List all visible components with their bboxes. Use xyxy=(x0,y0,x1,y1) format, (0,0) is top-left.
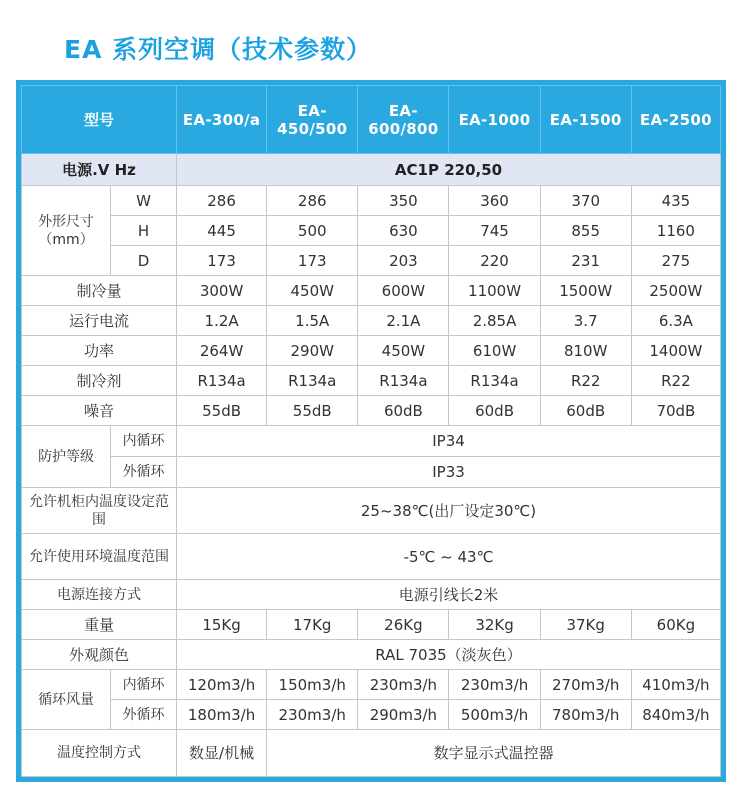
protection-row xyxy=(22,426,721,457)
table-cell: 410m3/h xyxy=(631,670,720,700)
refrigerant-row xyxy=(22,366,721,396)
table-cell: 500 xyxy=(267,216,358,246)
table-cell: 231 xyxy=(540,246,631,276)
table-cell: 855 xyxy=(540,216,631,246)
noise-row xyxy=(22,396,721,426)
table-cell: 445 xyxy=(177,216,267,246)
row-label: 重量 xyxy=(22,610,177,640)
table-cell: 2.85A xyxy=(449,306,540,336)
table-cell: 26Kg xyxy=(358,610,449,640)
airflow-row xyxy=(22,700,721,730)
table-cell: 37Kg xyxy=(540,610,631,640)
row-label: 功率 xyxy=(22,336,177,366)
table-cell: 1100W xyxy=(449,276,540,306)
row-label: 外观颜色 xyxy=(22,640,177,670)
dimension-row xyxy=(22,216,721,246)
table-cell: 810W xyxy=(540,336,631,366)
table-cell: 70dB xyxy=(631,396,720,426)
model-header: EA-1000 xyxy=(449,86,540,154)
table-cell: 25~38℃(出厂设定30℃) xyxy=(177,488,721,534)
table-cell: 1.2A xyxy=(177,306,267,336)
table-cell: 270m3/h xyxy=(540,670,631,700)
table-cell: 500m3/h xyxy=(449,700,540,730)
table-cell: 350 xyxy=(358,186,449,216)
table-cell: IP34 xyxy=(177,426,721,457)
table-cell: IP33 xyxy=(177,457,721,488)
table-cell: R134a xyxy=(449,366,540,396)
table-cell: 230m3/h xyxy=(267,700,358,730)
page-title: EA 系列空调（技术参数） xyxy=(64,35,373,64)
table-cell: 370 xyxy=(540,186,631,216)
table-cell: 3.7 xyxy=(540,306,631,336)
sub-label: 内循环 xyxy=(111,670,177,700)
table-cell: 275 xyxy=(631,246,720,276)
table-cell: 电源引线长2米 xyxy=(177,580,721,610)
table-cell: R134a xyxy=(177,366,267,396)
table-cell: 630 xyxy=(358,216,449,246)
cabinet-temp-row xyxy=(22,488,721,534)
table-cell: 120m3/h xyxy=(177,670,267,700)
spec-table-frame xyxy=(16,80,726,782)
row-label: 运行电流 xyxy=(22,306,177,336)
table-cell: 2.1A xyxy=(358,306,449,336)
table-cell: 450W xyxy=(358,336,449,366)
dimension-row xyxy=(22,246,721,276)
table-cell: 1400W xyxy=(631,336,720,366)
table-cell: 264W xyxy=(177,336,267,366)
table-cell: 60dB xyxy=(540,396,631,426)
table-cell: 1.5A xyxy=(267,306,358,336)
model-header: EA-1500 xyxy=(540,86,631,154)
dimension-axis: W xyxy=(111,186,177,216)
airflow-row xyxy=(22,670,721,700)
table-cell: 600W xyxy=(358,276,449,306)
table-cell: -5℃ ~ 43℃ xyxy=(177,534,721,580)
sub-label: 外循环 xyxy=(111,457,177,488)
spec-table xyxy=(21,85,721,777)
table-cell: 290m3/h xyxy=(358,700,449,730)
model-header: EA- 600/800 xyxy=(358,86,449,154)
table-cell: 60dB xyxy=(358,396,449,426)
dimensions-label: 外形尺寸 （mm） xyxy=(22,186,111,276)
model-header: EA-2500 xyxy=(631,86,720,154)
table-cell: 780m3/h xyxy=(540,700,631,730)
table-cell: 220 xyxy=(449,246,540,276)
power-consumption-row xyxy=(22,336,721,366)
power-row xyxy=(22,154,721,186)
cooling-capacity-row xyxy=(22,276,721,306)
power-value: AC1P 220,50 xyxy=(177,154,721,186)
row-label: 噪音 xyxy=(22,396,177,426)
table-cell: R22 xyxy=(540,366,631,396)
sub-label: 内循环 xyxy=(111,426,177,457)
table-cell: 数字显示式温控器 xyxy=(267,730,721,777)
power-label: 电源.V Hz xyxy=(22,154,177,186)
table-cell: R134a xyxy=(267,366,358,396)
table-cell: 300W xyxy=(177,276,267,306)
table-cell: 180m3/h xyxy=(177,700,267,730)
table-cell: 360 xyxy=(449,186,540,216)
table-cell: 290W xyxy=(267,336,358,366)
table-cell: 60dB xyxy=(449,396,540,426)
table-cell: 173 xyxy=(267,246,358,276)
env-temp-row xyxy=(22,534,721,580)
sub-label: 外循环 xyxy=(111,700,177,730)
table-cell: R22 xyxy=(631,366,720,396)
table-cell: 745 xyxy=(449,216,540,246)
table-cell: 55dB xyxy=(267,396,358,426)
model-header: EA-300/a xyxy=(177,86,267,154)
table-cell: 数显/机械 xyxy=(177,730,267,777)
table-cell: 1160 xyxy=(631,216,720,246)
dimension-row xyxy=(22,186,721,216)
table-cell: 60Kg xyxy=(631,610,720,640)
header-row xyxy=(22,86,721,154)
weight-row xyxy=(22,610,721,640)
row-label: 电源连接方式 xyxy=(22,580,177,610)
table-cell: 15Kg xyxy=(177,610,267,640)
table-cell: 2500W xyxy=(631,276,720,306)
power-connection-row xyxy=(22,580,721,610)
protection-row xyxy=(22,457,721,488)
table-cell: 435 xyxy=(631,186,720,216)
table-cell: 230m3/h xyxy=(358,670,449,700)
table-cell: 840m3/h xyxy=(631,700,720,730)
table-cell: RAL 7035（淡灰色） xyxy=(177,640,721,670)
dimension-axis: H xyxy=(111,216,177,246)
table-cell: 450W xyxy=(267,276,358,306)
row-label: 允许使用环境温度范围 xyxy=(22,534,177,580)
airflow-label: 循环风量 xyxy=(22,670,111,730)
table-cell: 150m3/h xyxy=(267,670,358,700)
model-header-label: 型号 xyxy=(22,86,177,154)
table-cell: 286 xyxy=(177,186,267,216)
table-cell: 610W xyxy=(449,336,540,366)
table-cell: 1500W xyxy=(540,276,631,306)
row-label: 温度控制方式 xyxy=(22,730,177,777)
table-cell: 17Kg xyxy=(267,610,358,640)
protection-label: 防护等级 xyxy=(22,426,111,488)
row-label: 制冷剂 xyxy=(22,366,177,396)
table-cell: 6.3A xyxy=(631,306,720,336)
model-header: EA- 450/500 xyxy=(267,86,358,154)
row-label: 允许机柜内温度设定范围 xyxy=(22,488,177,534)
current-row xyxy=(22,306,721,336)
color-row xyxy=(22,640,721,670)
table-cell: 55dB xyxy=(177,396,267,426)
dimension-axis: D xyxy=(111,246,177,276)
temp-control-row xyxy=(22,730,721,777)
row-label: 制冷量 xyxy=(22,276,177,306)
table-cell: 203 xyxy=(358,246,449,276)
table-cell: 173 xyxy=(177,246,267,276)
table-cell: 32Kg xyxy=(449,610,540,640)
table-cell: 230m3/h xyxy=(449,670,540,700)
table-cell: R134a xyxy=(358,366,449,396)
table-cell: 286 xyxy=(267,186,358,216)
